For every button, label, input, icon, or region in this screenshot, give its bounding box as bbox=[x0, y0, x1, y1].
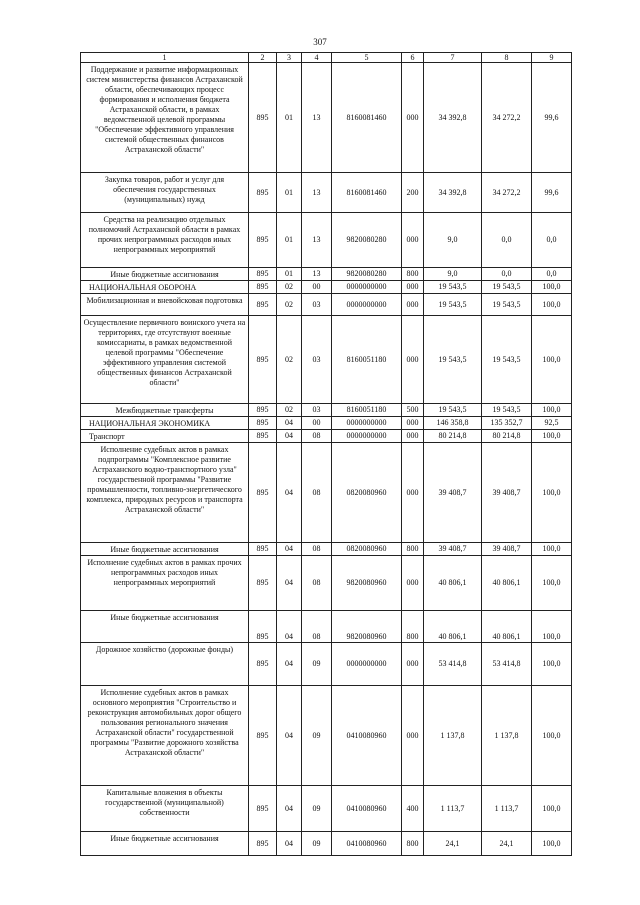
cell-target-article: 9820080960 bbox=[332, 556, 402, 611]
cell-planned: 19 543,5 bbox=[424, 316, 482, 404]
cell-executed: 39 408,7 bbox=[482, 543, 532, 556]
cell-expense-type: 000 bbox=[402, 63, 424, 173]
cell-section: 04 bbox=[277, 556, 302, 611]
cell-admin-code: 895 bbox=[249, 443, 277, 543]
cell-planned: 40 806,1 bbox=[424, 556, 482, 611]
cell-target-article: 8160081460 bbox=[332, 63, 402, 173]
row-name: Иные бюджетные ассигнования bbox=[81, 611, 249, 643]
cell-target-article: 9820080280 bbox=[332, 268, 402, 281]
cell-expense-type: 000 bbox=[402, 316, 424, 404]
cell-subsection: 00 bbox=[302, 281, 332, 294]
cell-percent: 99,6 bbox=[532, 63, 572, 173]
table-row bbox=[81, 213, 572, 268]
column-header: 7 bbox=[424, 53, 482, 63]
table-row bbox=[81, 268, 572, 281]
cell-admin-code: 895 bbox=[249, 611, 277, 643]
cell-admin-code: 895 bbox=[249, 686, 277, 786]
cell-admin-code: 895 bbox=[249, 643, 277, 686]
cell-admin-code: 895 bbox=[249, 832, 277, 856]
cell-target-article: 0410080960 bbox=[332, 786, 402, 832]
cell-subsection: 08 bbox=[302, 543, 332, 556]
table-row bbox=[81, 316, 572, 404]
cell-planned: 9,0 bbox=[424, 213, 482, 268]
cell-admin-code: 895 bbox=[249, 417, 277, 430]
cell-expense-type: 200 bbox=[402, 173, 424, 213]
page-number: 307 bbox=[313, 37, 327, 47]
cell-expense-type: 000 bbox=[402, 281, 424, 294]
cell-executed: 19 543,5 bbox=[482, 404, 532, 417]
cell-expense-type: 500 bbox=[402, 404, 424, 417]
cell-planned: 146 358,8 bbox=[424, 417, 482, 430]
cell-expense-type: 800 bbox=[402, 832, 424, 856]
cell-section: 01 bbox=[277, 63, 302, 173]
cell-executed: 34 272,2 bbox=[482, 173, 532, 213]
cell-admin-code: 895 bbox=[249, 213, 277, 268]
cell-section: 04 bbox=[277, 430, 302, 443]
cell-admin-code: 895 bbox=[249, 543, 277, 556]
cell-admin-code: 895 bbox=[249, 316, 277, 404]
cell-expense-type: 000 bbox=[402, 294, 424, 316]
cell-expense-type: 400 bbox=[402, 786, 424, 832]
cell-planned: 19 543,5 bbox=[424, 294, 482, 316]
cell-percent: 100,0 bbox=[532, 404, 572, 417]
table-row bbox=[81, 832, 572, 856]
cell-percent: 100,0 bbox=[532, 543, 572, 556]
cell-target-article: 8160081460 bbox=[332, 173, 402, 213]
cell-target-article: 0000000000 bbox=[332, 281, 402, 294]
cell-executed: 19 543,5 bbox=[482, 294, 532, 316]
cell-percent: 92,5 bbox=[532, 417, 572, 430]
cell-expense-type: 000 bbox=[402, 430, 424, 443]
cell-subsection: 13 bbox=[302, 268, 332, 281]
cell-section: 04 bbox=[277, 543, 302, 556]
cell-percent: 100,0 bbox=[532, 294, 572, 316]
cell-executed: 40 806,1 bbox=[482, 556, 532, 611]
cell-subsection: 00 bbox=[302, 417, 332, 430]
table-row bbox=[81, 643, 572, 686]
cell-planned: 34 392,8 bbox=[424, 63, 482, 173]
cell-target-article: 0410080960 bbox=[332, 686, 402, 786]
column-header: 4 bbox=[302, 53, 332, 63]
cell-planned: 1 137,8 bbox=[424, 686, 482, 786]
cell-admin-code: 895 bbox=[249, 430, 277, 443]
budget-table bbox=[80, 52, 572, 856]
cell-planned: 9,0 bbox=[424, 268, 482, 281]
row-name: Осуществление первичного воинского учета на территориях, где отсутствуют военные комиссариаты, в рамках ведомственной целевой программы "Обеспечение эффективного управления системой общественных финансов Астраханской области" bbox=[81, 316, 249, 404]
column-header: 1 bbox=[81, 53, 249, 63]
cell-target-article: 9820080960 bbox=[332, 611, 402, 643]
column-header: 8 bbox=[482, 53, 532, 63]
row-name: Исполнение судебных актов в рамках прочих непрограммных расходов иных непрограммных мероприятий bbox=[81, 556, 249, 611]
row-name: Иные бюджетные ассигнования bbox=[81, 543, 249, 556]
cell-expense-type: 800 bbox=[402, 543, 424, 556]
cell-target-article: 0000000000 bbox=[332, 294, 402, 316]
cell-subsection: 03 bbox=[302, 404, 332, 417]
cell-planned: 19 543,5 bbox=[424, 404, 482, 417]
cell-planned: 34 392,8 bbox=[424, 173, 482, 213]
cell-subsection: 09 bbox=[302, 786, 332, 832]
cell-subsection: 09 bbox=[302, 832, 332, 856]
header-row bbox=[81, 53, 572, 63]
cell-expense-type: 000 bbox=[402, 643, 424, 686]
cell-percent: 100,0 bbox=[532, 316, 572, 404]
cell-percent: 100,0 bbox=[532, 611, 572, 643]
cell-section: 04 bbox=[277, 443, 302, 543]
cell-executed: 19 543,5 bbox=[482, 316, 532, 404]
row-name: Дорожное хозяйство (дорожные фонды) bbox=[81, 643, 249, 686]
cell-executed: 1 137,8 bbox=[482, 686, 532, 786]
table-row bbox=[81, 430, 572, 443]
column-header: 9 bbox=[532, 53, 572, 63]
row-name: Межбюджетные трансферты bbox=[81, 404, 249, 417]
cell-admin-code: 895 bbox=[249, 294, 277, 316]
cell-executed: 24,1 bbox=[482, 832, 532, 856]
cell-percent: 100,0 bbox=[532, 786, 572, 832]
cell-percent: 100,0 bbox=[532, 430, 572, 443]
cell-admin-code: 895 bbox=[249, 556, 277, 611]
cell-section: 02 bbox=[277, 316, 302, 404]
row-name: Исполнение судебных актов в рамках основного мероприятия "Строительство и реконструкция автомобильных дорог общего пользования регионального значения Астраханской области" государственной программы "Развитие дорожного хозяйства Астраханской области" bbox=[81, 686, 249, 786]
cell-target-article: 0820080960 bbox=[332, 543, 402, 556]
cell-executed: 19 543,5 bbox=[482, 281, 532, 294]
table-row bbox=[81, 686, 572, 786]
cell-planned: 24,1 bbox=[424, 832, 482, 856]
column-header: 2 bbox=[249, 53, 277, 63]
row-name: Капитальные вложения в объекты государственной (муниципальной) собственности bbox=[81, 786, 249, 832]
table-row bbox=[81, 786, 572, 832]
table-row bbox=[81, 404, 572, 417]
cell-percent: 0,0 bbox=[532, 268, 572, 281]
cell-executed: 39 408,7 bbox=[482, 443, 532, 543]
cell-planned: 19 543,5 bbox=[424, 281, 482, 294]
cell-executed: 34 272,2 bbox=[482, 63, 532, 173]
cell-executed: 80 214,8 bbox=[482, 430, 532, 443]
cell-percent: 99,6 bbox=[532, 173, 572, 213]
cell-subsection: 13 bbox=[302, 213, 332, 268]
cell-subsection: 03 bbox=[302, 316, 332, 404]
cell-target-article: 0000000000 bbox=[332, 643, 402, 686]
cell-subsection: 08 bbox=[302, 611, 332, 643]
cell-expense-type: 800 bbox=[402, 611, 424, 643]
cell-expense-type: 000 bbox=[402, 556, 424, 611]
cell-executed: 1 113,7 bbox=[482, 786, 532, 832]
cell-section: 04 bbox=[277, 417, 302, 430]
row-name: Иные бюджетные ассигнования bbox=[81, 832, 249, 856]
cell-expense-type: 000 bbox=[402, 213, 424, 268]
cell-section: 01 bbox=[277, 268, 302, 281]
cell-percent: 100,0 bbox=[532, 832, 572, 856]
row-name: НАЦИОНАЛЬНАЯ ЭКОНОМИКА bbox=[81, 417, 249, 430]
cell-expense-type: 000 bbox=[402, 686, 424, 786]
table-row bbox=[81, 63, 572, 173]
row-name: Иные бюджетные ассигнования bbox=[81, 268, 249, 281]
cell-subsection: 09 bbox=[302, 686, 332, 786]
cell-planned: 1 113,7 bbox=[424, 786, 482, 832]
row-name: Поддержание и развитие информационных систем министерства финансов Астраханской области, обеспечивающих процесс формирования и исполнения бюджета Астраханской области, в рамках ведомственной целевой программы "Обеспечение эффективного управления системой общественных финансов Астраханской области" bbox=[81, 63, 249, 173]
table-row bbox=[81, 611, 572, 643]
cell-section: 01 bbox=[277, 173, 302, 213]
cell-target-article: 9820080280 bbox=[332, 213, 402, 268]
cell-target-article: 0000000000 bbox=[332, 430, 402, 443]
cell-section: 01 bbox=[277, 213, 302, 268]
row-name: Исполнение судебных актов в рамках подпрограммы "Комплексное развитие Астраханского водно-транспортного узла" государственной программы "Развитие промышленности, топливно-энергетического комплекса, природных ресурсов и транспорта Астраханской области" bbox=[81, 443, 249, 543]
cell-executed: 0,0 bbox=[482, 268, 532, 281]
cell-section: 04 bbox=[277, 686, 302, 786]
cell-executed: 53 414,8 bbox=[482, 643, 532, 686]
cell-subsection: 08 bbox=[302, 443, 332, 543]
cell-subsection: 08 bbox=[302, 556, 332, 611]
cell-planned: 39 408,7 bbox=[424, 543, 482, 556]
column-header: 3 bbox=[277, 53, 302, 63]
cell-subsection: 03 bbox=[302, 294, 332, 316]
cell-subsection: 08 bbox=[302, 430, 332, 443]
cell-section: 02 bbox=[277, 404, 302, 417]
cell-executed: 40 806,1 bbox=[482, 611, 532, 643]
cell-section: 02 bbox=[277, 294, 302, 316]
cell-expense-type: 000 bbox=[402, 417, 424, 430]
cell-percent: 100,0 bbox=[532, 556, 572, 611]
cell-section: 04 bbox=[277, 643, 302, 686]
column-header: 5 bbox=[332, 53, 402, 63]
cell-admin-code: 895 bbox=[249, 173, 277, 213]
table-row bbox=[81, 281, 572, 294]
cell-subsection: 13 bbox=[302, 63, 332, 173]
cell-percent: 100,0 bbox=[532, 281, 572, 294]
table-row bbox=[81, 443, 572, 543]
cell-percent: 0,0 bbox=[532, 213, 572, 268]
cell-target-article: 0000000000 bbox=[332, 417, 402, 430]
cell-section: 02 bbox=[277, 281, 302, 294]
cell-percent: 100,0 bbox=[532, 643, 572, 686]
cell-percent: 100,0 bbox=[532, 686, 572, 786]
cell-section: 04 bbox=[277, 611, 302, 643]
table-row bbox=[81, 294, 572, 316]
table-row bbox=[81, 556, 572, 611]
cell-subsection: 09 bbox=[302, 643, 332, 686]
cell-executed: 0,0 bbox=[482, 213, 532, 268]
cell-planned: 39 408,7 bbox=[424, 443, 482, 543]
table-row bbox=[81, 173, 572, 213]
cell-section: 04 bbox=[277, 786, 302, 832]
cell-admin-code: 895 bbox=[249, 786, 277, 832]
cell-expense-type: 000 bbox=[402, 443, 424, 543]
row-name: Закупка товаров, работ и услуг для обеспечения государственных (муниципальных) нужд bbox=[81, 173, 249, 213]
cell-target-article: 0820080960 bbox=[332, 443, 402, 543]
cell-admin-code: 895 bbox=[249, 63, 277, 173]
cell-target-article: 8160051180 bbox=[332, 316, 402, 404]
cell-executed: 135 352,7 bbox=[482, 417, 532, 430]
cell-percent: 100,0 bbox=[532, 443, 572, 543]
cell-section: 04 bbox=[277, 832, 302, 856]
row-name: НАЦИОНАЛЬНАЯ ОБОРОНА bbox=[81, 281, 249, 294]
cell-expense-type: 800 bbox=[402, 268, 424, 281]
row-name: Средства на реализацию отдельных полномочий Астраханской области в рамках прочих непрограммных расходов иных непрограммных мероприятий bbox=[81, 213, 249, 268]
cell-planned: 40 806,1 bbox=[424, 611, 482, 643]
cell-admin-code: 895 bbox=[249, 268, 277, 281]
cell-planned: 80 214,8 bbox=[424, 430, 482, 443]
row-name: Транспорт bbox=[81, 430, 249, 443]
row-name: Мобилизационная и вневойсковая подготовка bbox=[81, 294, 249, 316]
cell-planned: 53 414,8 bbox=[424, 643, 482, 686]
cell-target-article: 0410080960 bbox=[332, 832, 402, 856]
table-row bbox=[81, 417, 572, 430]
cell-admin-code: 895 bbox=[249, 281, 277, 294]
cell-target-article: 8160051180 bbox=[332, 404, 402, 417]
cell-subsection: 13 bbox=[302, 173, 332, 213]
cell-admin-code: 895 bbox=[249, 404, 277, 417]
column-header: 6 bbox=[402, 53, 424, 63]
table-row bbox=[81, 543, 572, 556]
